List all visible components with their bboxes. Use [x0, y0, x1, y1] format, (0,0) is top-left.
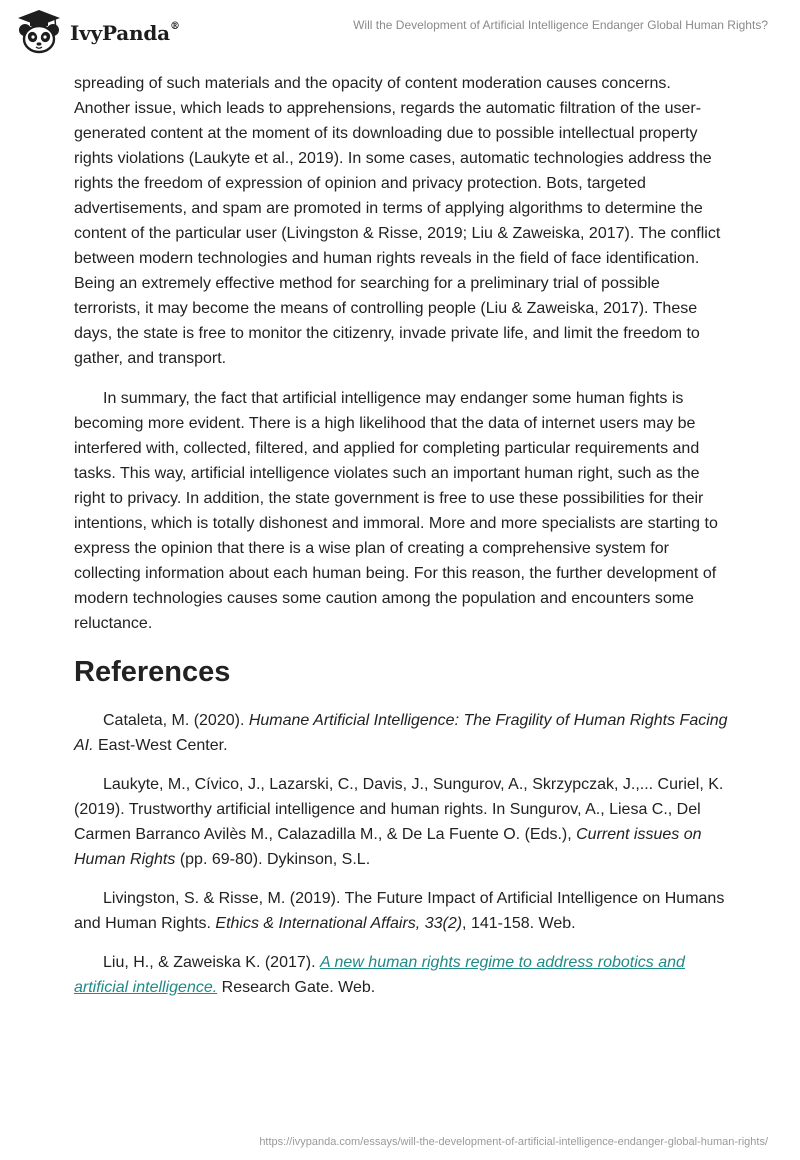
reference-item: Cataleta, M. (2020). Humane Artificial Intelligence: The Fragility of Human Rights Facing AI. East-West Center.	[74, 712, 728, 754]
reference-item: Livingston, S. & Risse, M. (2019). The Future Impact of Artificial Intelligence on Humans and Human Rights. Ethics & International Affairs, 33(2), 141-158. Web.	[74, 890, 725, 932]
logo-wordmark: IvyPanda®	[70, 21, 180, 45]
essay-content	[74, 71, 730, 1000]
body-paragraph-summary: In summary, the fact that artificial intelligence may endanger some human fights is becoming more evident. There is a high likelihood that the data of internet users may be interfered with, collected, filtered, and applied for completing particular requirements and tasks. This way, artificial intelligence violates such an important human right, such as the right to privacy. In addition, the state government is free to use these possibilities for their intentions, which is totally dishonest and immoral. More and more specialists are starting to express the opinion that there is a wise plan of creating a comprehensive system for collecting information about each human being. For this reason, the further development of modern technologies causes some caution among the population and encounters some reluctance.	[74, 390, 718, 632]
reference-item: Liu, H., & Zaweiska K. (2017). A new human rights regime to address robotics and artificial intelligence. Research Gate. Web.	[74, 954, 685, 996]
body-paragraph-continued: spreading of such materials and the opacity of content moderation causes concerns. Another issue, which leads to apprehensions, regards the automatic filtration of the user-generated content at the moment of its downloading due to possible intellectual property rights violations (Laukyte et al., 2019). In some cases, automatic technologies address the rights the freedom of expression of opinion and privacy protection. Bots, targeted advertisements, and spam are promoted in terms of applying algorithms to determine the content of the particular user (Livingston & Risse, 2019; Liu & Zaweiska, 2017). The conflict between modern technologies and human rights reveals in the field of face identification. Being an extremely effective method for searching for a preliminary trial of possible terrorists, it may become the means of controlling people (Liu & Zaweiska, 2017). These days, the state is free to monitor the citizenry, invade private life, and limit the freedom to gather, and transport.	[74, 75, 721, 367]
document-title: Will the Development of Artificial Intelligence Endanger Global Human Rights?	[353, 18, 768, 32]
panda-graduate-icon	[14, 9, 64, 55]
references-heading: References	[74, 656, 231, 688]
source-url: https://ivypanda.com/essays/will-the-development-of-artificial-intelligence-endanger-global-human-rights/	[259, 1136, 768, 1148]
page-header	[0, 0, 800, 66]
reference-item: Laukyte, M., Cívico, J., Lazarski, C., Davis, J., Sungurov, A., Skrzypczak, J.,... Curiel, K. (2019). Trustworthy artificial intelligence and human rights. In Sungurov, A., Liesa C., Del Carmen Barranco Avilès M., Calazadilla M., & De La Fuente O. (Eds.), Current issues on Human Rights (pp. 69-80). Dykinson, S.L.	[74, 776, 724, 868]
ivypanda-logo[interactable]	[14, 9, 180, 55]
reference-link[interactable]: A new human rights regime to address robotics and artificial intelligence.	[74, 954, 685, 996]
